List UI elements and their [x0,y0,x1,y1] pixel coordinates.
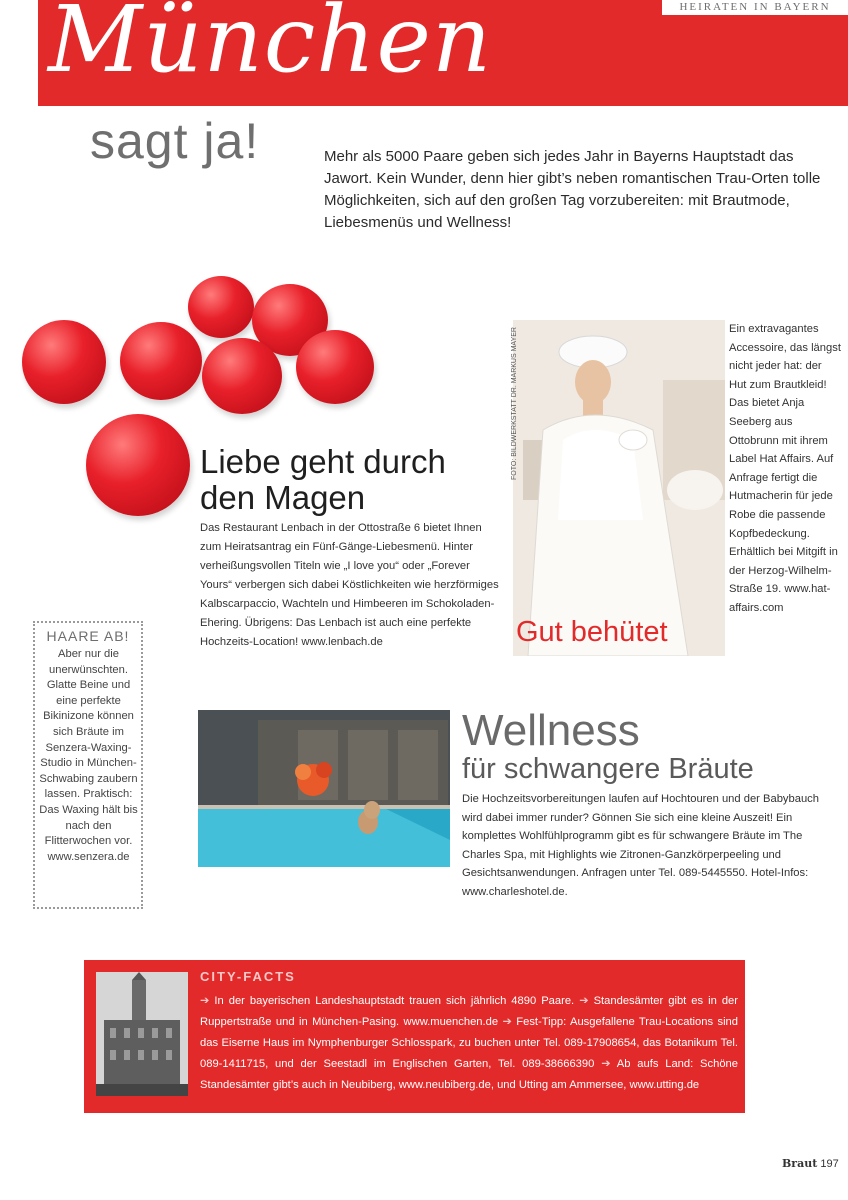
intro-paragraph: Mehr als 5000 Paare geben sich jedes Jahr in Bayerns Hauptstadt das Jawort. Kein Wunder, denn hier gibt’s neben romantischen Trau-Orten tolle Möglichkeiten, sich auf den großen Tag vorzubereiten: mit Brautmode, Liebesmenüs und Wellness! [324,148,821,231]
raspberry [202,338,282,414]
haare-text: Aber nur die unerwünschten. Glatte Beine und eine perfekte Bikinizone können sich Bräute im Senzera-Waxing-Studio in München-Schwabing zaubern lassen. Praktisch: Das Waxing hält bis nach den Flitterwochen vor. www.senzera.de [39,648,138,863]
liebe-heading: Liebe geht durch den Magen [200,443,446,516]
city-fact-item: Fest-Tipp: Ausgefallene Trau-Locations sind das Eiserne Haus im Nymphenburger Schlosspark, zu buchen unter Tel. 089-17908654, das Botanikum Tel. 089-1411715, und der Seestadl im Englischen Garten, Tel. 089-38666390 [200,1016,739,1070]
liebe-text: Das Restaurant Lenbach in der Ottostraße 6 bietet Ihnen zum Heiratsantrag ein Fünf-Gänge-Liebesmenü. Hinter verheißungsvollen Titeln wie „I love you“ oder „Forever Yours“ verbergen sich dabei Köstlichkeiten wie herzförmiges Kalbscarpaccio, Wachteln und Himbeeren im Schokoladen-Ehering. Übrigens: Das Lenbach ist auch eine perfekte Hochzeits-Location! www.lenbach.de [200,522,499,648]
raspberry [296,330,374,404]
spa-photo [198,710,450,867]
city-fact-item: Ab aufs Land: Schöne Standesämter gibt’s auch in Neubiberg, www.neubiberg.de, und Utting am Ammersee, www.utting.de [200,1058,738,1091]
hut-caption: Gut behütet [516,616,668,648]
page-subtitle: sagt ja! [90,113,260,169]
bride-photo [513,320,725,656]
spa-illustration [198,710,450,867]
city-facts-title: CITY-FACTS [200,969,296,984]
bride-illustration [513,320,725,656]
photo-credit: FOTO: BILDWERKSTATT DR. MARKUS MAYER [511,327,518,480]
wellness-heading: Wellness [462,706,640,755]
city-fact-item: In der bayerischen Landeshauptstadt trauen sich jährlich 4890 Paare. [214,995,575,1007]
city-fact-item: Standesämter gibt es in der Ruppertstraße und in München-Pasing. www.muenchen.de [200,995,739,1028]
arrow-right-icon: ➔ [200,995,210,1007]
section-label: HEIRATEN IN BAYERN [662,0,848,15]
hut-text: Ein extravagantes Accessoire, das längst nicht jeder hat: der Hut zum Brautkleid! Das bietet Anja Seeberg aus Ottobrunn mit ihrem Label Hat Affairs. Auf Anfrage fertigt die Hutmacherin für jede Robe die passende Kopfbedeckung. Erhältlich bei Mitgift in der Herzog-Wilhelm-Straße 19. www.hat-affairs.com [729,323,841,614]
raspberry [120,322,202,400]
raspberry [22,320,106,404]
page-footer [782,1157,839,1170]
city-hall-photo [96,972,188,1096]
wellness-text: Die Hochzeitsvorbereitungen laufen auf Hochtouren und der Babybauch wird dabei immer runder? Gönnen Sie sich eine kleine Auszeit! Ein komplettes Wohlfühlprogramm gibt es für schwangere Bräute im The Charles Spa, mit Highlights wie Zitronen-Ganzkörperpeeling und Gesichtsanwendungen. Anfragen unter Tel. 089-5445550. Hotel-Infos: www.charleshotel.de. [462,793,819,898]
page-number: 197 [820,1158,839,1170]
arrow-right-icon: ➔ [601,1058,611,1070]
raspberry [188,276,254,338]
arrow-right-icon: ➔ [579,995,589,1007]
magazine-name: Braut [782,1157,818,1170]
wellness-subheading: für schwangere Bräute [462,753,754,785]
haare-title: HAARE AB! [46,628,130,644]
city-hall-illustration [96,972,188,1096]
page-title: München [48,0,493,93]
city-facts-text [200,991,738,1096]
arrow-right-icon: ➔ [502,1016,512,1028]
raspberry [86,414,190,516]
